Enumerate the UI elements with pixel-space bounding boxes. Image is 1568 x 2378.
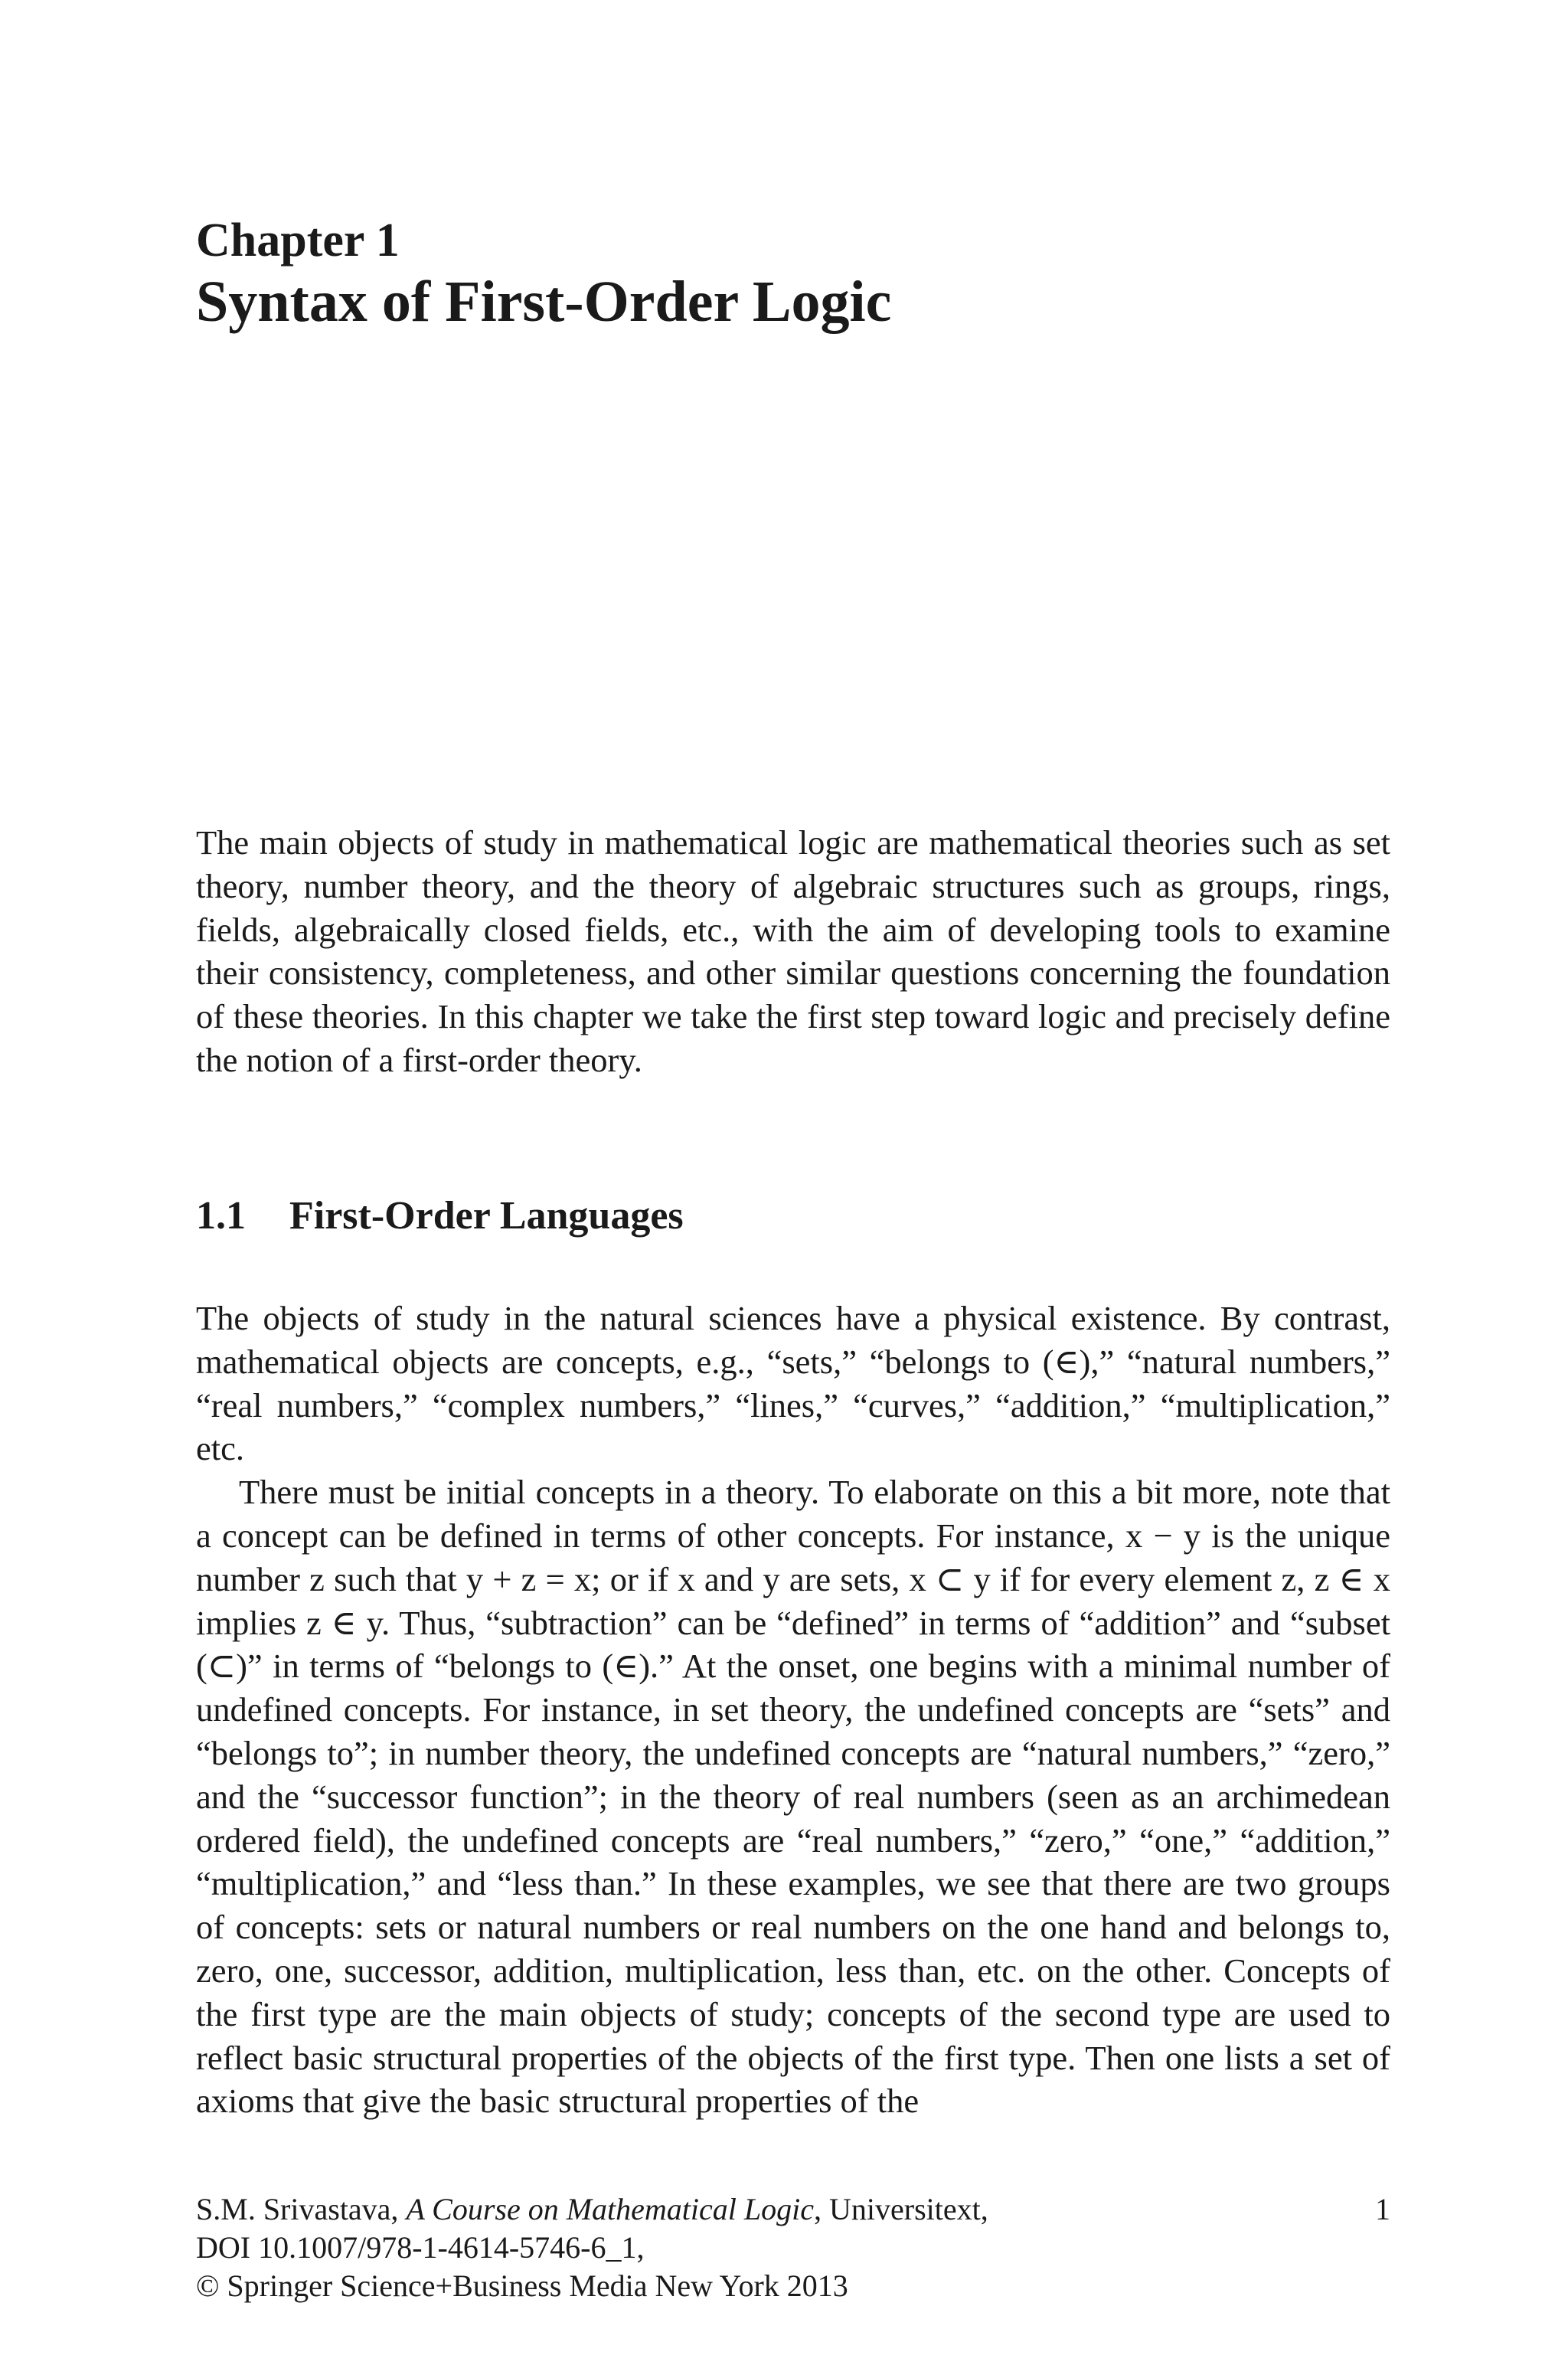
chapter-intro [196,821,1390,1082]
page-number: 1 [1375,2192,1390,2226]
section-paragraph-1: The objects of study in the natural sciences have a physical existence. By contrast, mathematical objects are concepts, e.g., “sets,” “belongs to (∈),” “natural numbers,” “real numbers,” “complex numbers,” “lines,” “curves,” “addition,” “multiplication,” etc. [196,1299,1390,1468]
section-heading [196,1191,684,1241]
intro-paragraph: The main objects of study in mathematical logic are mathematical theories such as set theory, number theory, and the theory of algebraic structures such as groups, rings, fields, algebraically closed fields, etc., with the aim of developing tools to examine their consistency, completeness, and other similar questions concerning the foundation of these theories. In this chapter we take the first step toward logic and precisely define the notion of a first-order theory. [196,823,1390,1079]
section-number: 1.1 [196,1194,246,1238]
page-footer [196,2190,1390,2305]
citation-book-title: A Course on Mathematical Logic [406,2192,814,2226]
book-page [196,0,1390,2378]
citation-series: , Universitext, [814,2192,988,2226]
citation-line [196,2190,1390,2229]
section-paragraph-2: There must be initial concepts in a theory. To elaborate on this a bit more, note that a concept can be defined in terms of other concepts. For instance, x − y is the unique number z such that y + z = x; or if x and y are sets, x ⊂ y if for every element z, z ∈ x implies z ∈ y. Thus, “subtraction” can be “defined” in terms of “addition” and “subset (⊂)” in terms of “belongs to (∈).” At the onset, one begins with a minimal number of undefined concepts. For instance, in set theory, the undefined concepts are “sets” and “belongs to”; in number theory, the undefined concepts are “natural numbers,” “zero,” and the “successor function”; in the theory of real numbers (seen as an archimedean ordered field), the undefined concepts are “real numbers,” “zero,” “one,” “addition,” “multiplication,” and “less than.” In these examples, we see that there are two groups of concepts: sets or natural numbers or real numbers on the one hand and belongs to, zero, one, successor, addition, multiplication, less than, etc. on the other. Concepts of the first type are the main objects of study; concepts of the second type are used to reflect basic structural properties of the objects of the first type. Then one lists a set of axioms that give the basic structural properties of the [196,1473,1390,2121]
citation-doi: DOI 10.1007/978-1-4614-5746-6_1, [196,2230,645,2265]
section-title: First-Order Languages [289,1194,684,1238]
section-body [196,1297,1390,2123]
citation-author: S.M. Srivastava, [196,2192,399,2226]
chapter-title: Syntax of First-Order Logic [196,270,892,334]
copyright-line: © Springer Science+Business Media New York 2013 [196,2268,848,2303]
chapter-label: Chapter 1 [196,214,400,267]
